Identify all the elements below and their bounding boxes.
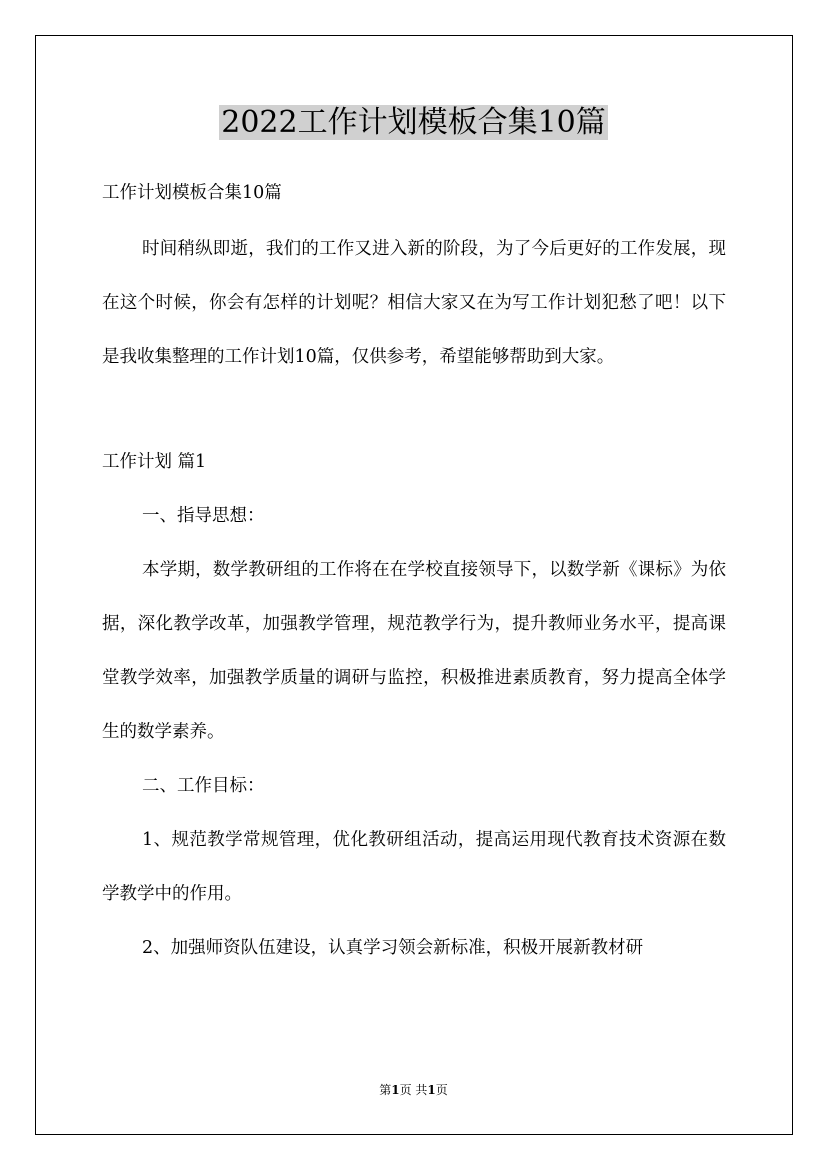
footer-page-prefix: 第 xyxy=(379,1083,392,1097)
paragraph-goal-1: 1、规范教学常规管理，优化教研组活动，提高运用现代教育技术资源在数学教学中的作用。 xyxy=(102,830,726,904)
intro-paragraph: 时间稍纵即逝，我们的工作又进入新的阶段，为了今后更好的工作发展，现在这个时候，你会有怎样的计划呢？相信大家又在为写工作计划犯愁了吧！以下是我收集整理的工作计划10篇，仅供参考，希望能够帮助到大家。 xyxy=(102,239,726,367)
document-title-text: 2022工作计划模板合集10篇 xyxy=(221,105,606,140)
footer-page-suffix: 页 xyxy=(435,1083,448,1097)
footer-page-total: 1 xyxy=(427,1083,436,1097)
section-heading: 工作计划 篇1 xyxy=(102,452,207,472)
spacer xyxy=(102,384,726,435)
spacer xyxy=(102,214,726,222)
paragraph-guiding-body: 本学期，数学教研组的工作将在在学校直接领导下，以数学新《课标》为依据，深化教学改革，加强教学管理，规范教学行为，提升教师业务水平，提高课堂教学效率，加强教学质量的调研与监控，积极推进素质教育，努力提高全体学生的数学素养。 xyxy=(102,560,726,742)
document-subtitle: 工作计划模板合集10篇 xyxy=(102,183,282,203)
page-footer xyxy=(0,1082,827,1098)
paragraph-goals-heading: 二、工作目标： xyxy=(142,776,265,796)
footer-page-mid: 页 共 xyxy=(399,1083,428,1097)
paragraph-guiding-heading: 一、指导思想： xyxy=(142,506,265,526)
document-title xyxy=(0,103,827,143)
footer-page-current: 1 xyxy=(391,1083,400,1097)
paragraph-goal-2: 2、加强师资队伍建设，认真学习领会新标准，积极开展新教材研 xyxy=(142,938,644,958)
document-body xyxy=(102,172,726,975)
